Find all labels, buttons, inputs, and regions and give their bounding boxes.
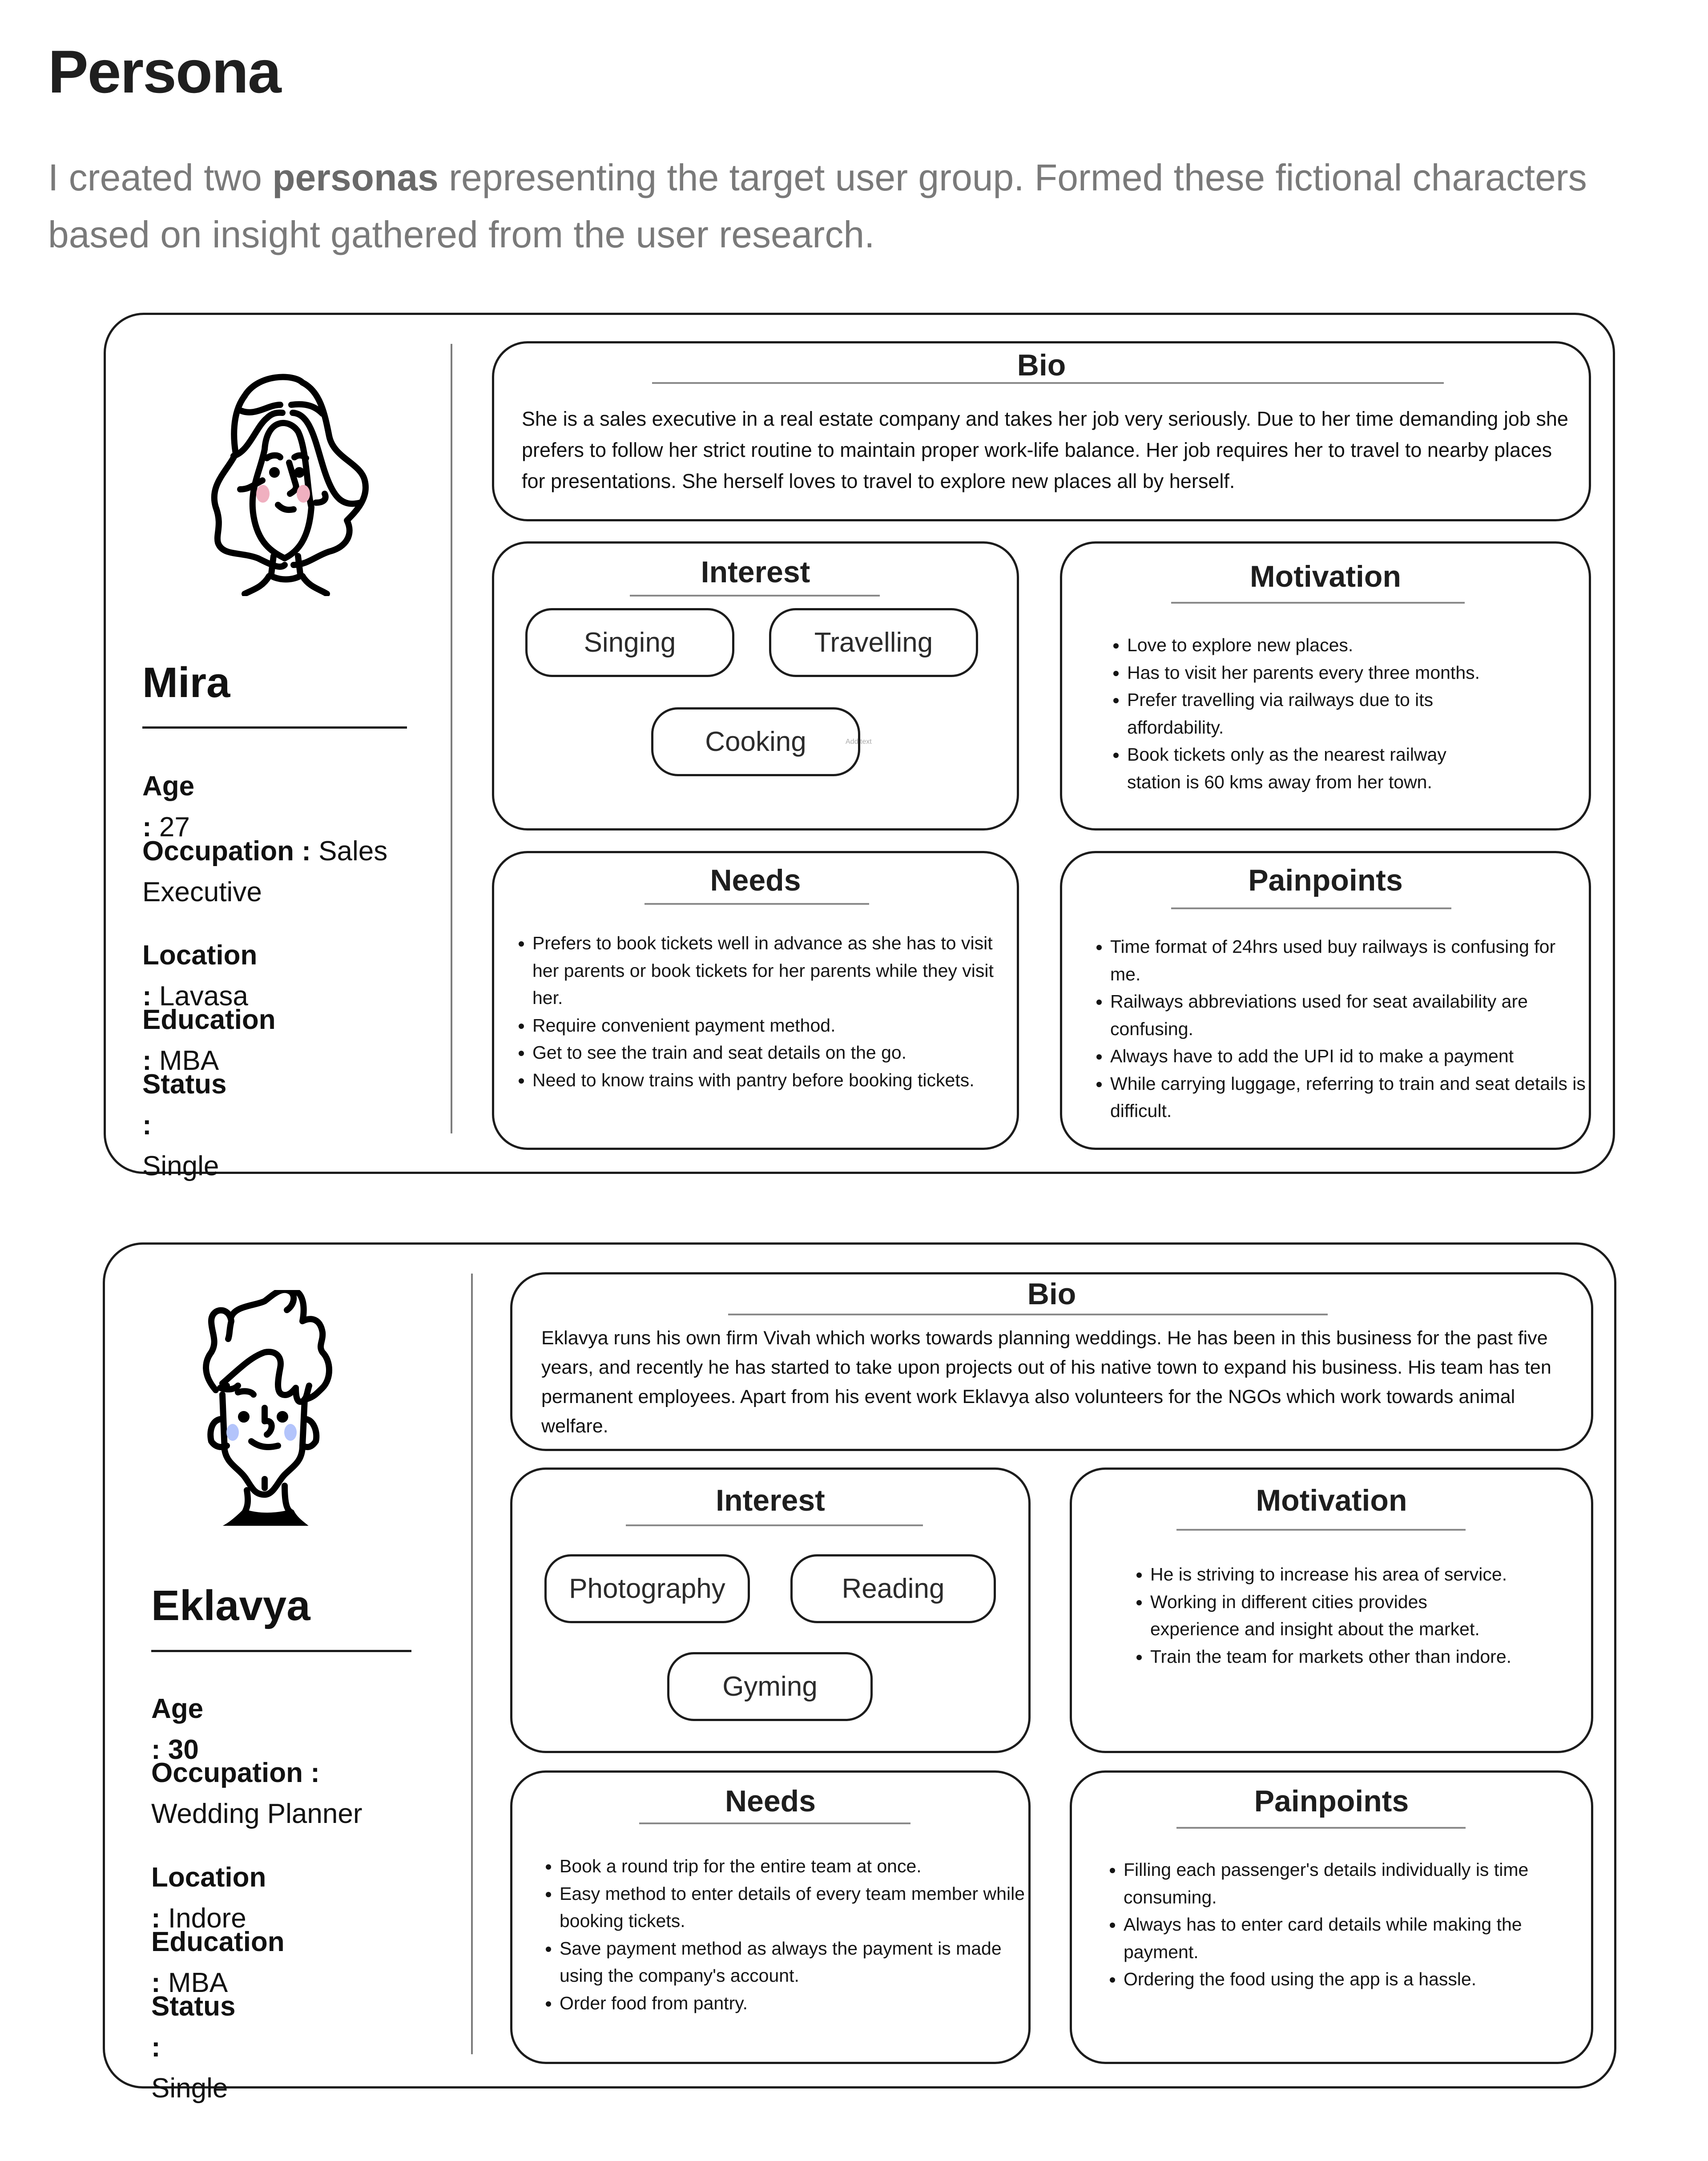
attr-status: Status : Single: [151, 1991, 236, 2104]
list-item: • Filling each passenger's details individually is time consuming.: [1124, 1856, 1595, 1911]
list-item: • He is striving to increase his area of service.: [1150, 1561, 1515, 1588]
interest-box: [510, 1468, 1031, 1753]
painpoints-box: [1070, 1770, 1593, 2064]
needs-list: [539, 1853, 1031, 2017]
bio-box: [510, 1272, 1593, 1451]
painpoints-box: [1060, 851, 1591, 1150]
list-item: • Save payment method as always the payment is made using the company's account.: [560, 1935, 1031, 1990]
motivation-list: [1107, 632, 1492, 796]
motivation-title: Motivation: [1256, 1484, 1407, 1517]
painpoints-list: [1090, 933, 1591, 1125]
list-item: • Prefer travelling via railways due to its affordability.: [1127, 686, 1492, 741]
attr-age: Age : 30: [151, 1693, 204, 1765]
bio-title: Bio: [1017, 348, 1066, 382]
interest-chip: Gyming: [667, 1652, 873, 1721]
interest-title-rule: [626, 1524, 923, 1526]
attr-occupation: Occupation : Wedding Planner: [151, 1758, 363, 1829]
list-item: • Easy method to enter details of every team member while booking tickets.: [560, 1880, 1031, 1935]
motivation-title-rule: [1171, 602, 1465, 604]
list-item: • While carrying luggage, referring to train and seat details is difficult.: [1110, 1070, 1591, 1125]
list-item: • Railways abbreviations used for seat availability are confusing.: [1110, 988, 1591, 1043]
column-divider: [471, 1274, 473, 2054]
list-item: • Has to visit her parents every three months.: [1127, 659, 1492, 687]
bio-title: Bio: [1027, 1277, 1076, 1311]
needs-box: [510, 1770, 1031, 2064]
column-divider: [451, 344, 452, 1133]
painpoints-title-rule: [1176, 1827, 1466, 1829]
motivation-box: [1070, 1468, 1593, 1753]
list-item: • Working in different cities provides experience and insight about the market.: [1150, 1588, 1515, 1643]
bio-box: [492, 341, 1591, 521]
list-item: • Always have to add the UPI id to make a payment: [1110, 1043, 1591, 1070]
attr-age: Age : 27: [142, 771, 195, 843]
name-underline: [151, 1650, 411, 1652]
needs-box: [492, 851, 1019, 1150]
page-title: Persona: [48, 38, 281, 105]
intro-text-prefix: I created two: [48, 157, 273, 198]
list-item: • Order food from pantry.: [560, 1990, 1031, 2017]
list-item: • Time format of 24hrs used buy railways is confusing for me.: [1110, 933, 1591, 988]
needs-title: Needs: [725, 1784, 816, 1818]
needs-list: [512, 930, 1004, 1094]
list-item: • Prefers to book tickets well in advance as she has to visit her parents or book tickets for her parents while they visit her.: [532, 930, 1004, 1012]
interest-chip: Cooking: [651, 707, 860, 776]
cheek-right: [297, 485, 310, 503]
interest-chip: Photography: [544, 1554, 750, 1623]
persona-name: Eklavya: [151, 1582, 310, 1629]
motivation-title-rule: [1176, 1529, 1466, 1531]
painpoints-title: Painpoints: [1254, 1784, 1409, 1818]
interest-title: Interest: [716, 1484, 825, 1517]
motivation-list: [1130, 1561, 1515, 1670]
bio-text: Eklavya runs his own firm Vivah which works towards planning weddings. He has been in this business for the past five years, and recently he has started to take upon projects out of his native town to expand his business. His team has ten permanent employees. Apart from his event work Eklavya also volunteers for the NGOs which work towards animal welfare.: [541, 1327, 1551, 1437]
attr-occupation: Occupation : Sales Executive: [142, 836, 388, 907]
intro-paragraph: [48, 149, 1676, 263]
add-text-placeholder: Add text: [846, 738, 872, 746]
interest-chip: Reading: [790, 1554, 996, 1623]
list-item: • Love to explore new places.: [1127, 632, 1492, 659]
needs-title-rule: [645, 903, 869, 905]
interest-chip: Travelling: [769, 608, 978, 677]
list-item: • Always has to enter card details while making the payment.: [1124, 1911, 1595, 1966]
motivation-box: [1060, 541, 1591, 831]
painpoints-title-rule: [1171, 907, 1451, 909]
attr-education: Education : MBA: [151, 1927, 285, 1998]
attr-status: Status : Single: [142, 1069, 227, 1181]
list-item: • Ordering the food using the app is a hassle.: [1124, 1966, 1595, 1993]
name-underline: [142, 726, 407, 729]
motivation-title: Motivation: [1250, 560, 1401, 593]
interest-chip: Singing: [525, 608, 734, 677]
list-item: • Book tickets only as the nearest railway station is 60 kms away from her town.: [1127, 741, 1492, 796]
interest-box: [492, 541, 1019, 831]
male-avatar-icon: [202, 1290, 349, 1526]
list-item: • Require convenient payment method.: [532, 1012, 1004, 1040]
painpoints-title: Painpoints: [1248, 863, 1403, 897]
bio-title-rule: [652, 382, 1444, 384]
attr-location: Location : Lavasa: [142, 940, 258, 1012]
list-item: • Need to know trains with pantry before booking tickets.: [532, 1067, 1004, 1094]
list-item: • Book a round trip for the entire team at once.: [560, 1853, 1031, 1880]
list-item: • Train the team for markets other than indore.: [1150, 1643, 1515, 1671]
female-avatar-icon: [191, 356, 369, 596]
painpoints-list: [1103, 1856, 1595, 1993]
bio-title-rule: [728, 1314, 1328, 1315]
attr-location: Location : Indore: [151, 1862, 266, 1934]
intro-text-suffix: representing the target user group. Formed these fictional characters based on insight gathered from the user research.: [48, 157, 1587, 255]
cheek-left: [256, 485, 270, 503]
intro-text-bold: personas: [272, 157, 439, 198]
list-item: • Get to see the train and seat details on the go.: [532, 1039, 1004, 1067]
bio-text: She is a sales executive in a real estate company and takes her job very seriously. Due to her time demanding job she prefers to follow her strict routine to maintain proper work-life balance. Her job requires her to travel to nearby places for presentations. She herself loves to travel to explore new places all by herself.: [522, 407, 1568, 492]
attr-education: Education : MBA: [142, 1004, 276, 1076]
needs-title-rule: [639, 1822, 910, 1824]
interest-title: Interest: [701, 555, 810, 589]
persona-name: Mira: [142, 659, 230, 706]
interest-title-rule: [630, 595, 880, 597]
needs-title: Needs: [710, 863, 801, 897]
